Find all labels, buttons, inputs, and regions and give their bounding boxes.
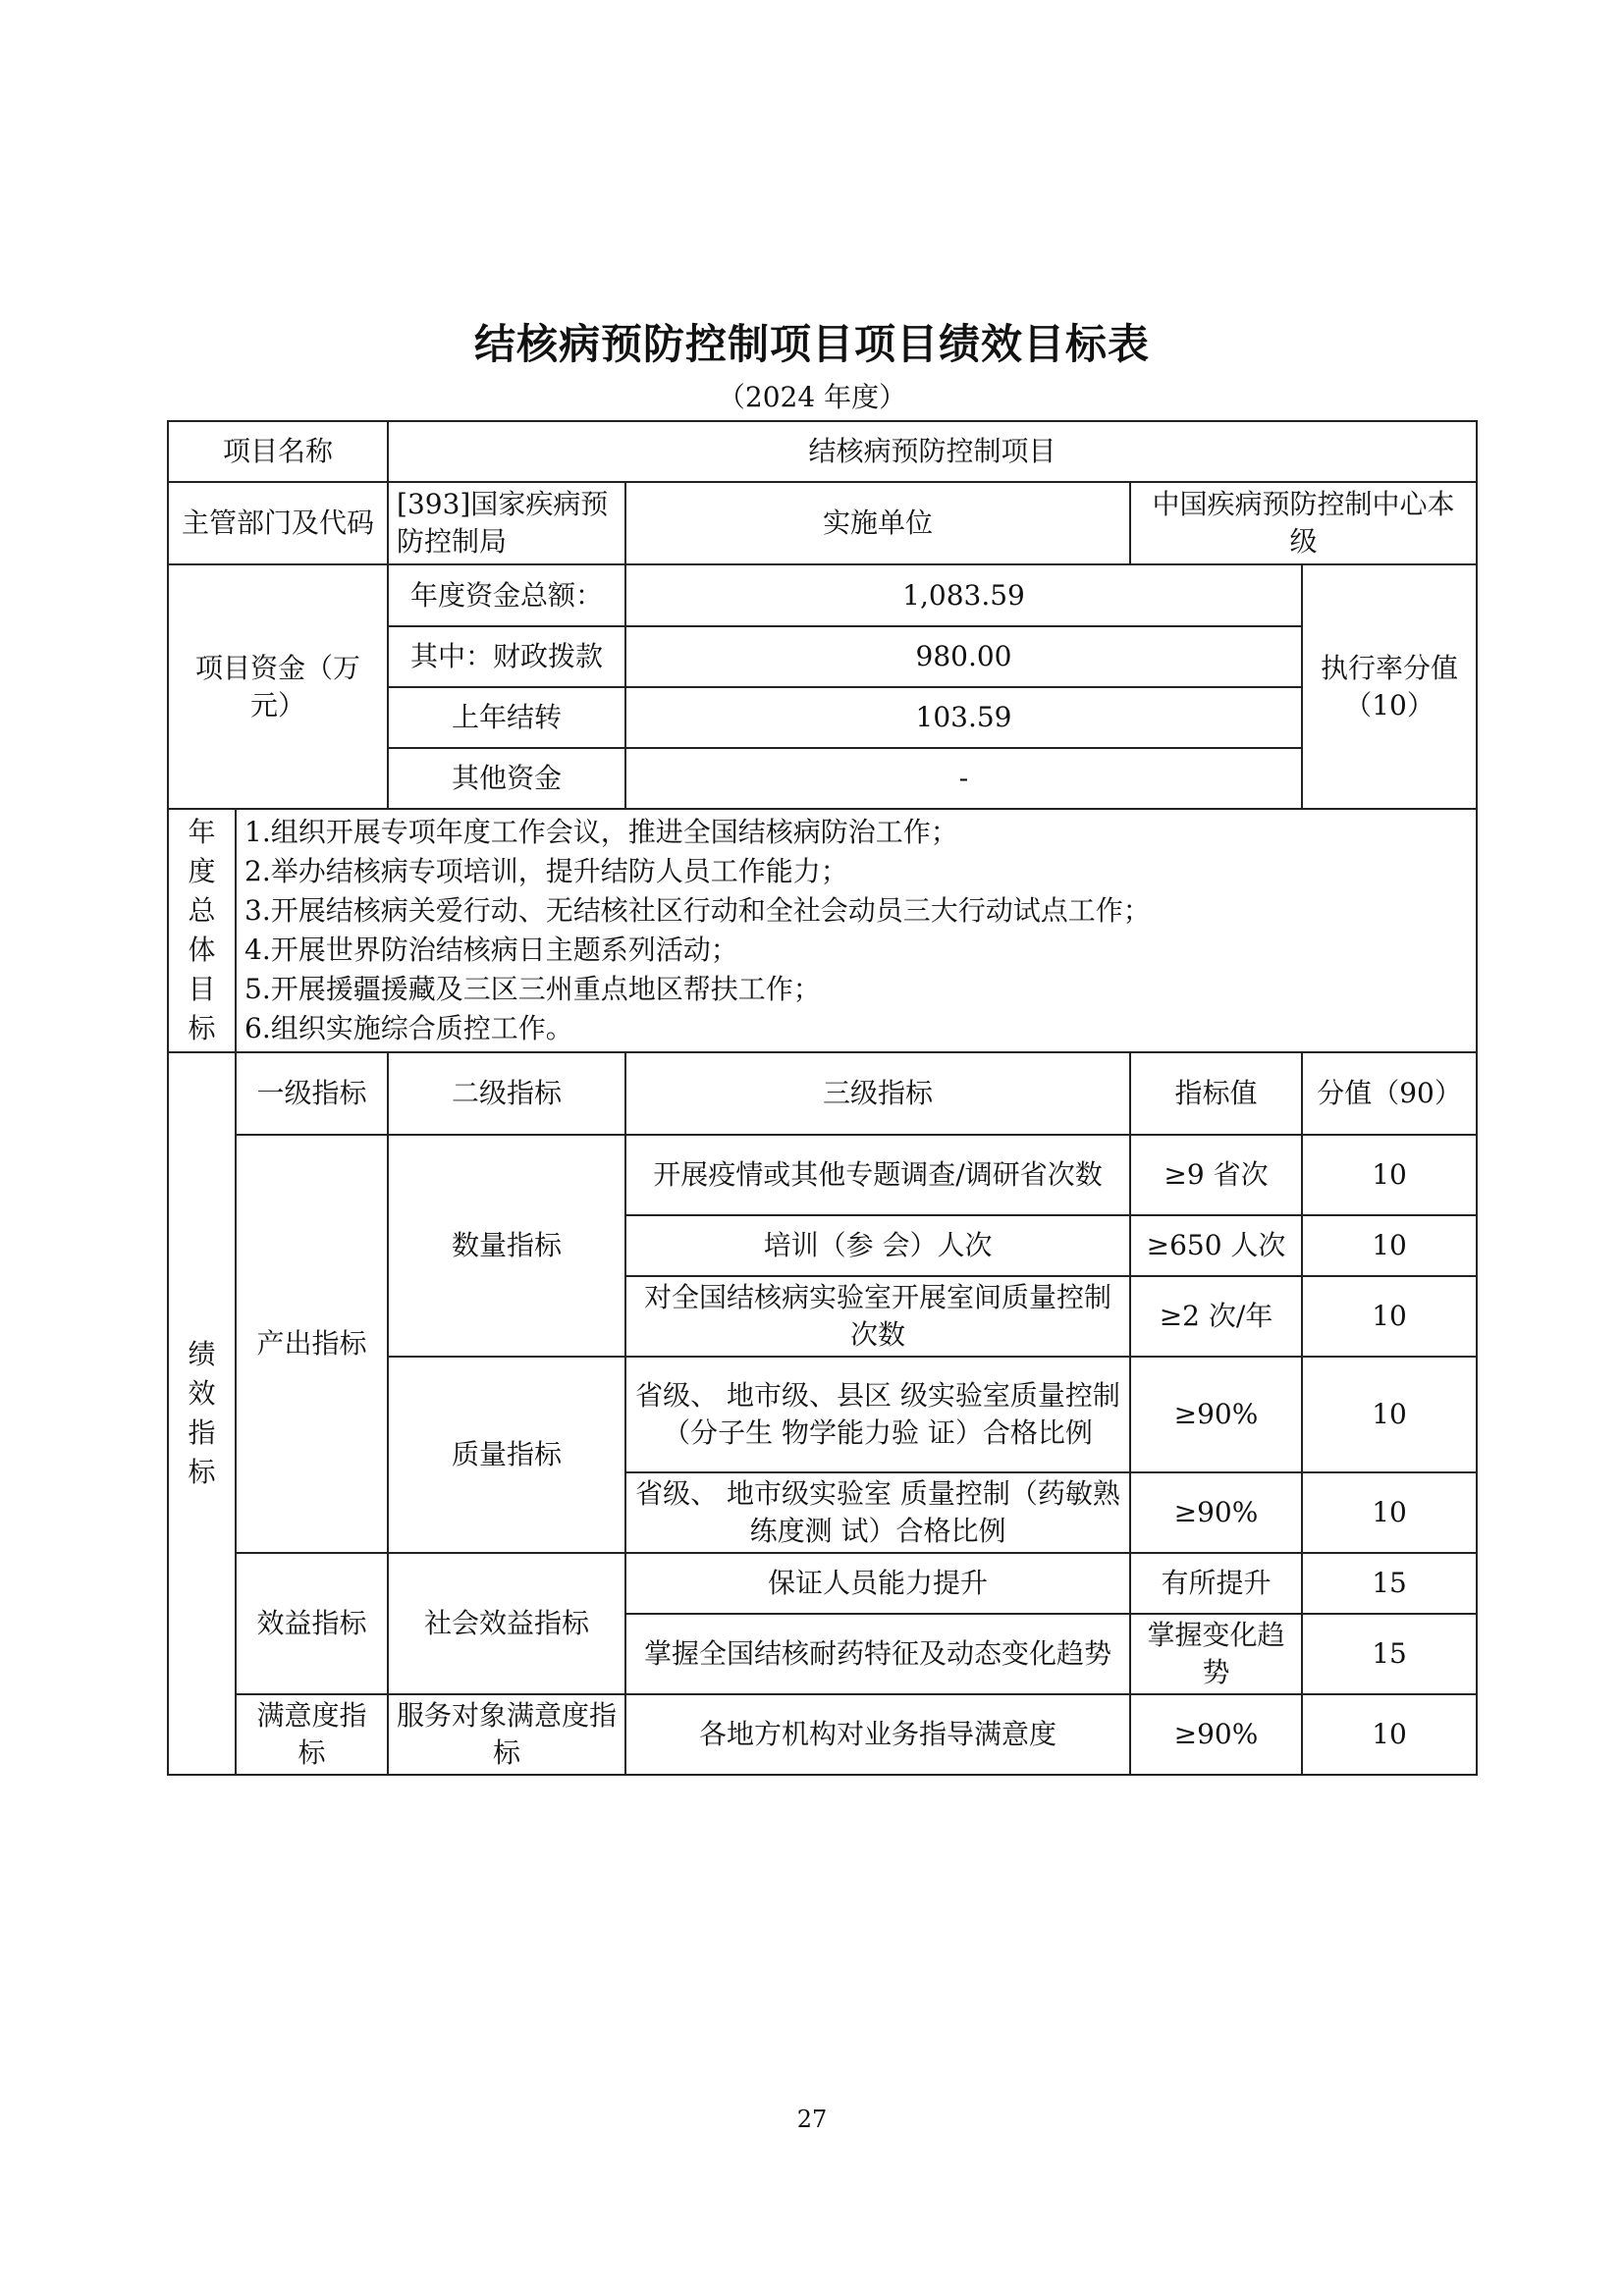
indicator-value: 掌握变化趋势 [1130,1614,1302,1694]
dept-value: [393]国家疾病预防控制局 [388,482,625,564]
project-name-value: 结核病预防控制项目 [388,421,1477,482]
header-level2: 二级指标 [388,1052,625,1135]
social-benefit-indicator-label: 社会效益指标 [388,1553,625,1694]
indicator-name: 省级、 地市级实验室 质量控制（药敏熟练度测 试）合格比例 [625,1472,1130,1553]
indicator-name: 各地方机构对业务指导满意度 [625,1694,1130,1775]
indicator-name: 掌握全国结核耐药特征及动态变化趋势 [625,1614,1130,1694]
indicator-name: 培训（参 会）人次 [625,1215,1130,1276]
annual-goals-label-text: 年度总体目标 [188,816,216,1044]
funds-other-value: - [625,748,1302,809]
indicator-name: 省级、 地市级、县区 级实验室质量控制（分子生 物学能力验 证）合格比例 [625,1357,1130,1472]
page-subtitle: （2024 年度） [717,381,907,413]
indicator-value: ≥9 省次 [1130,1135,1302,1215]
page-number: 27 [796,2106,828,2133]
performance-table [167,420,1478,1776]
indicator-score: 10 [1302,1694,1477,1775]
indicator-value: ≥90% [1130,1472,1302,1553]
goal-item: 4.开展世界防治结核病日主题系列活动； [244,934,738,966]
impl-unit-label: 实施单位 [625,482,1130,564]
page-title: 结核病预防控制项目项目绩效目标表 [473,320,1150,368]
goal-item: 2.举办结核病专项培训，提升结防人员工作能力； [244,855,848,887]
quantity-indicator-label: 数量指标 [388,1135,625,1357]
indicator-score: 15 [1302,1614,1477,1694]
goal-item: 3.开展结核病关爱行动、无结核社区行动和全社会动员三大行动试点工作； [244,894,1151,927]
satisfaction-indicator-label: 满意度指标 [236,1694,388,1775]
benefit-indicator-label: 效益指标 [236,1553,388,1694]
indicators-label-text: 绩效指标 [188,1338,216,1488]
indicator-value: ≥90% [1130,1694,1302,1775]
goal-item: 6.组织实施综合质控工作。 [244,1012,573,1044]
funds-fiscal-label: 其中：财政拨款 [388,626,625,687]
service-satisfaction-indicator-label: 服务对象满意度指标 [388,1694,625,1775]
indicators-label [168,1052,236,1775]
header-level3: 三级指标 [625,1052,1130,1135]
goal-item: 1.组织开展专项年度工作会议，推进全国结核病防治工作； [244,816,958,848]
goal-item: 5.开展援疆援藏及三区三州重点地区帮扶工作； [244,973,821,1005]
indicator-value: ≥650 人次 [1130,1215,1302,1276]
indicator-name: 保证人员能力提升 [625,1553,1130,1614]
funds-total-value: 1,083.59 [625,564,1302,626]
indicator-name: 对全国结核病实验室开展室间质量控制次数 [625,1276,1130,1357]
indicator-value: ≥90% [1130,1357,1302,1472]
indicator-name: 开展疫情或其他专题调查/调研省次数 [625,1135,1130,1215]
output-indicator-label: 产出指标 [236,1135,388,1553]
impl-unit-value: 中国疾病预防控制中心本级 [1130,482,1477,564]
funds-total-label: 年度资金总额： [388,564,625,626]
project-name-label: 项目名称 [168,421,388,482]
funds-carryover-value: 103.59 [625,687,1302,748]
indicator-score: 10 [1302,1472,1477,1553]
annual-goals-label [168,809,236,1052]
funds-carryover-label: 上年结转 [388,687,625,748]
funds-fiscal-value: 980.00 [625,626,1302,687]
annual-goals-list [236,809,1477,1052]
indicator-value: 有所提升 [1130,1553,1302,1614]
funds-label: 项目资金（万元） [168,564,388,809]
indicator-score: 10 [1302,1215,1477,1276]
indicator-score: 10 [1302,1135,1477,1215]
indicator-score: 15 [1302,1553,1477,1614]
funds-other-label: 其他资金 [388,748,625,809]
indicator-value: ≥2 次/年 [1130,1276,1302,1357]
indicator-score: 10 [1302,1276,1477,1357]
header-level1: 一级指标 [236,1052,388,1135]
indicator-score: 10 [1302,1357,1477,1472]
dept-label: 主管部门及代码 [168,482,388,564]
header-score: 分值（90） [1302,1052,1477,1135]
execution-rate-label: 执行率分值（10） [1302,564,1477,809]
quality-indicator-label: 质量指标 [388,1357,625,1553]
header-value: 指标值 [1130,1052,1302,1135]
